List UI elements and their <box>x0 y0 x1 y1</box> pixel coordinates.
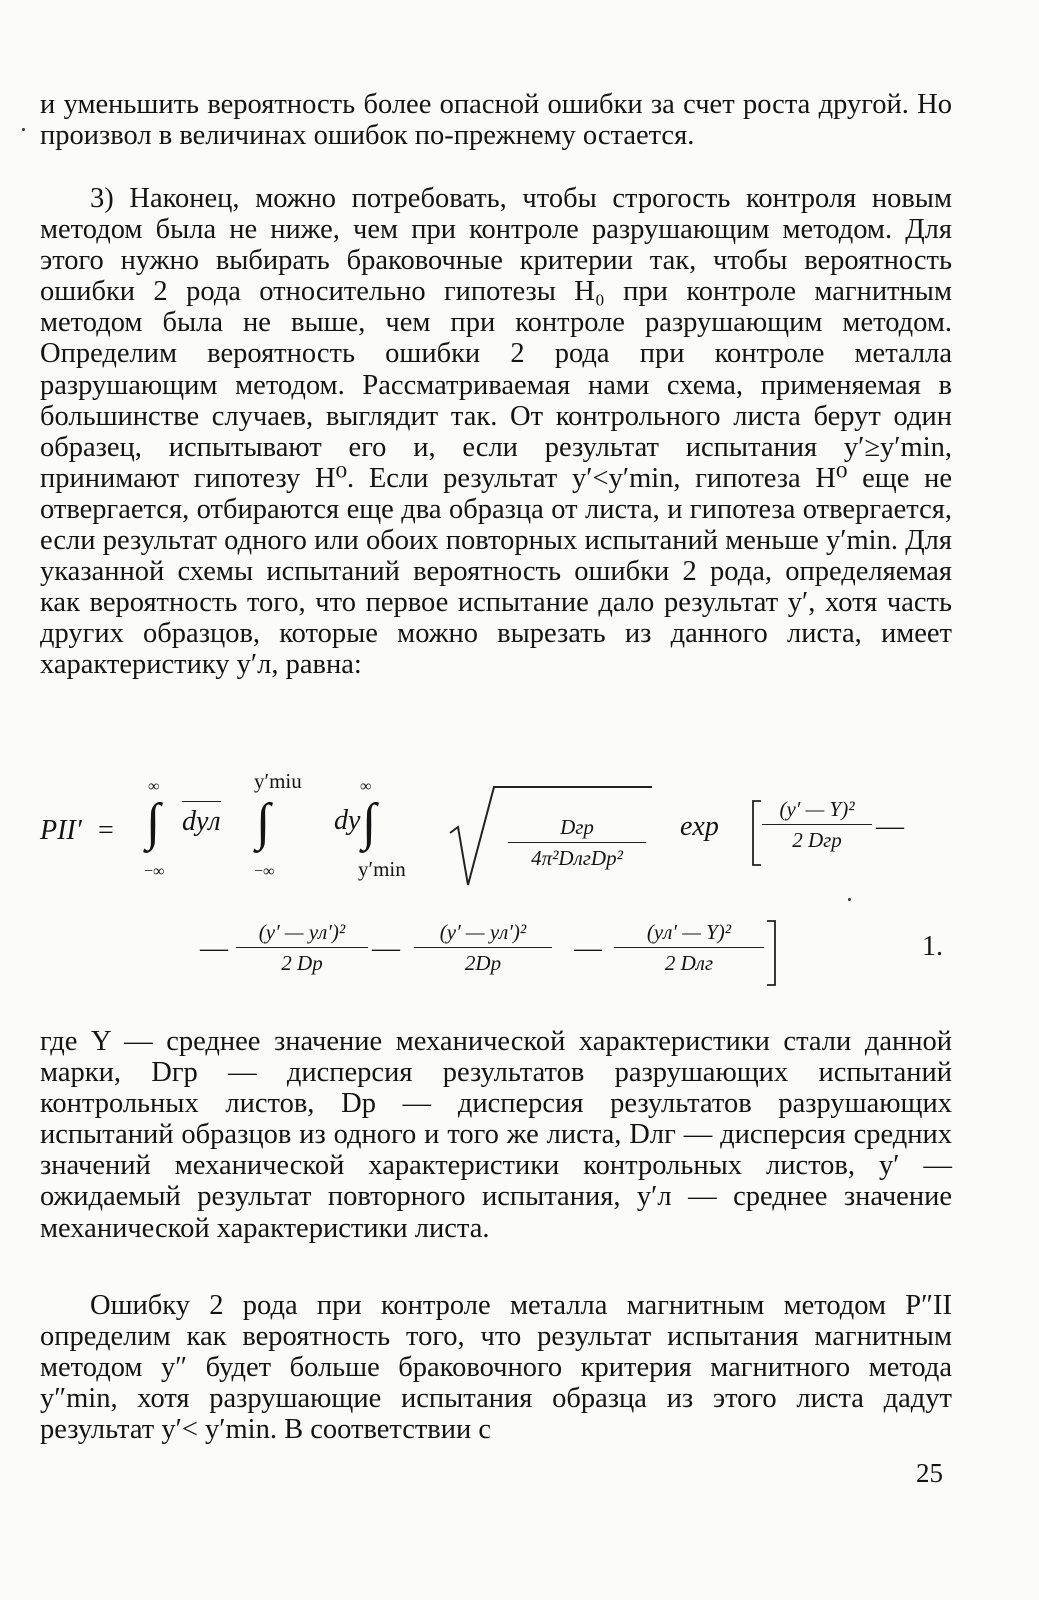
paragraph-method-3: 3) Наконец, можно потребовать, чтобы строгость контроля новым методом была не ниже, чем при контроле разрушающим методом. Для этого нужно выбирать браковочные критерии так, чтобы вероятность ошибки 2 рода относительно гипотезы H₀ при контроле магнитным методом была не выше, чем при контроле разрушающим методом. Определим вероятность ошибки 2 рода при контроле металла разрушающим методом. Рассматриваемая нами схема, применяемая в большинстве случаев, выглядит так. От контрольного листа берут один образец, испытывают его и, если результат испытания y′≥y′min, принимают гипотезу H⁰. Если результат y′<y′min, гипотеза H⁰ еще не отвергается, отбираются еще два образца от листа, и гипотеза отвергается, если результат одного или обоих повторных испытаний меньше y′min. Для указанной схемы испытаний вероятность ошибки 2 рода, определяемая как вероятность того, что первое испытание дало результат y′, хотя часть других образцов, которые можно вырезать из данного листа, имеет характеристику y′л, равна: <box>40 183 952 681</box>
formula-number: 1. <box>922 931 943 962</box>
bracket-right <box>766 919 778 987</box>
scan-speck <box>848 898 851 901</box>
term2-fraction: (y′ — yл′)² 2 Dр <box>236 920 368 976</box>
formula-lhs: PII′ <box>40 815 82 846</box>
paragraph-magnetic-error: Ошибку 2 рода при контроле металла магнитным методом P″II определим как вероятность того, что результат испытания магнитным методом y″ будет больше браковочного критерия магнитного метода y″min, хотя разрушающие испытания образца из этого листа дадут результат y′< y′min. В соответствии с <box>40 1290 952 1446</box>
minus-3: — <box>372 933 400 964</box>
minus-1: — <box>876 811 904 842</box>
term3-fraction: (y′ — yл′)² 2Dp <box>414 920 552 976</box>
int1-lower: −∞ <box>144 863 165 880</box>
exp-label: exp <box>680 811 719 842</box>
sqrt-fraction: Dгр 4π²DлгDр² <box>508 815 646 871</box>
int2-upper: y′miu <box>254 769 302 793</box>
int2-lower: −∞ <box>254 863 275 880</box>
int3-upper: ∞ <box>360 778 372 795</box>
bracket-left <box>750 799 762 867</box>
formula-equals: = <box>98 815 114 846</box>
paragraph-intro: и уменьшить вероятность более опасной ошибки за счет роста другой. Но произвол в величинах ошибок по-прежнему остается. <box>40 89 952 152</box>
dy-tilde: dy <box>334 805 361 836</box>
int3-lower: y′min <box>358 857 406 881</box>
page-number: 25 <box>916 1458 943 1488</box>
term1-fraction: (y′ — Y)² 2 Dгр <box>762 797 872 853</box>
int1-sign: ∫ <box>146 794 161 851</box>
int3-sign: ∫ <box>362 794 377 851</box>
int2-sign: ∫ <box>256 794 271 851</box>
minus-4: — <box>574 933 602 964</box>
term4-fraction: (yл′ — Y)² 2 Dлг <box>614 920 764 976</box>
dy-l: dyл <box>182 801 221 838</box>
paragraph-definitions: где Y — среднее значение механической характеристики стали данной марки, Dгр — дисперсия результатов разрушающих испытаний контрольных листов, Dр — дисперсия результатов разрушающих испытаний образцов из одного и того же листа, Dлг — дисперсия средних значений механической характеристики контрольных листов, y′ — ожидаемый результат повторного испытания, y′л — среднее значение механической характеристики листа. <box>40 1026 952 1244</box>
scan-speck <box>22 128 25 131</box>
formula-1 <box>0 769 1039 990</box>
minus-2: — <box>200 933 228 964</box>
int1-upper: ∞ <box>148 778 160 795</box>
